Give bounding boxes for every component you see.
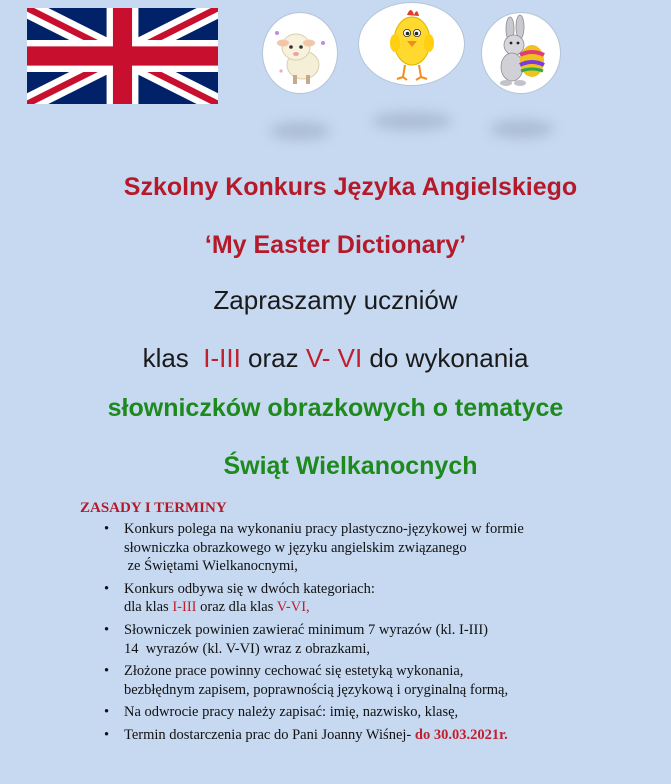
list-item: • Złożone prace powinny cechować się estetyką wykonania, bezbłędnym zapisem, poprawnością językową i oryginalną formą, — [104, 662, 524, 699]
list-item: • Termin dostarczenia prac do Pani Joanny Wiśnej- do 30.03.2021r. — [104, 726, 524, 745]
decorative-shadow — [372, 112, 452, 130]
decorative-shadow — [490, 120, 554, 138]
list-item: • Na odwrocie pracy należy zapisać: imię, nazwisko, klasę, — [104, 703, 524, 722]
contest-subtitle: ‘My Easter Dictionary’ — [204, 231, 467, 259]
deadline-date: do 30.03.2021r. — [414, 726, 508, 743]
easter-chick-icon — [358, 2, 465, 86]
classes-range-1: I-III — [203, 343, 241, 373]
union-jack-flag-icon — [27, 8, 218, 104]
invitation-classes: klas I-III oraz V- VI do wykonania — [142, 343, 529, 373]
classes-range-2: V- VI — [305, 343, 363, 373]
list-item: • Konkurs odbywa się w dwóch kategoriach: dla klas I-III oraz dla klas V-VI, — [104, 580, 524, 617]
easter-lamb-icon — [262, 12, 338, 94]
list-item: • Słowniczek powinien zawierać minimum 7 wyrazów (kl. I-III) 14 wyrazów (kl. V-VI) wraz z obrazkami, — [104, 621, 524, 658]
rules-title: ZASADY I TERMINY — [80, 500, 227, 516]
easter-bunny-icon — [481, 12, 561, 94]
topic-line: słowniczków obrazkowych o tematyce — [107, 394, 564, 422]
decorative-shadow — [270, 122, 330, 140]
rules-list — [104, 520, 524, 749]
topic-easter: Świąt Wielkanocnych — [223, 452, 478, 480]
invitation-line: Zapraszamy uczniów — [213, 285, 458, 315]
list-item: • Konkurs polega na wykonaniu pracy plastyczno-językowej w formie słowniczka obrazkowego w języku angielskim związanego ze Świętami Wielkanocnymi, — [104, 520, 524, 576]
contest-title: Szkolny Konkurs Języka Angielskiego — [123, 173, 578, 201]
